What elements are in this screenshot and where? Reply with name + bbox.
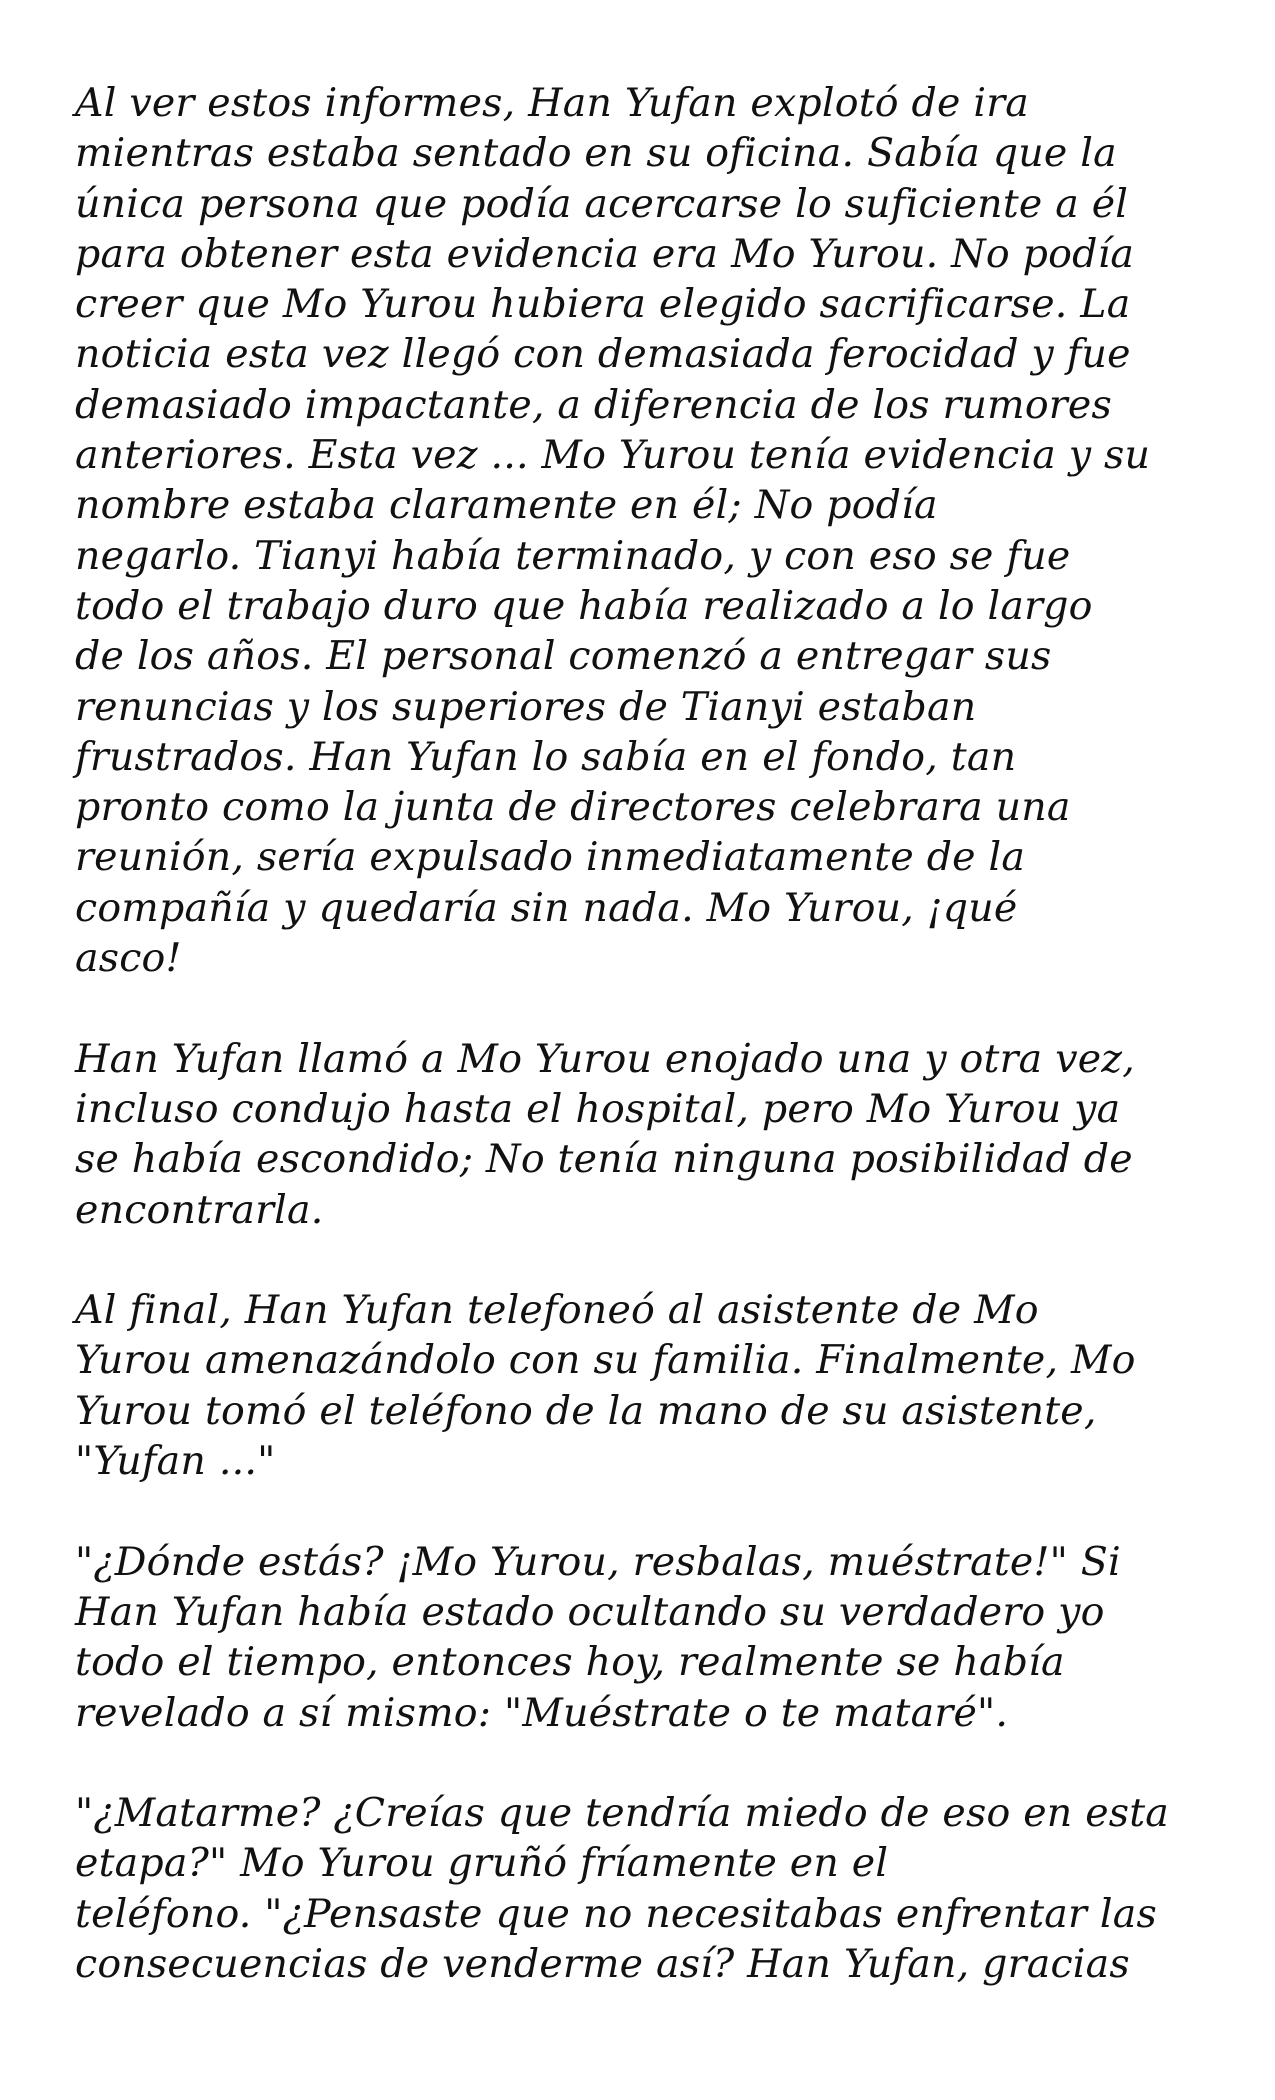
text-line: "¿Matarme? ¿Creías que tendría miedo de eso en esta — [75, 1790, 1170, 1837]
text-line: Yurou tomó el teléfono de la mano de su asistente, — [75, 1387, 1097, 1434]
text-line: consecuencias de venderme así? Han Yufan, gracias — [75, 1940, 1130, 1987]
text-line: mientras estaba sentado en su oficina. Sabía que la — [75, 130, 1117, 177]
text-line: etapa?" Mo Yurou gruñó fríamente en el — [75, 1840, 889, 1887]
text-line: para obtener esta evidencia era Mo Yurou. No podía — [75, 230, 1135, 277]
text-line: "Yufan ..." — [75, 1438, 276, 1485]
paragraph-spacer — [75, 1738, 1215, 1788]
text-line: reunión, sería expulsado inmediatamente de la — [75, 834, 1026, 881]
text-line: renuncias y los superiores de Tianyi estaban — [75, 683, 977, 730]
text-line: se había escondido; No tenía ninguna posibilidad de — [75, 1136, 1133, 1183]
text-line: Han Yufan había estado ocultando su verdadero yo — [75, 1588, 1105, 1635]
text-line: negarlo. Tianyi había terminado, y con eso se fue — [75, 532, 1071, 579]
text-line: compañía y quedaría sin nada. Mo Yurou, ¡qué — [75, 884, 1018, 931]
text-line: creer que Mo Yurou hubiera elegido sacrificarse. La — [75, 281, 1131, 328]
text-line: única persona que podía acercarse lo suficiente a él — [75, 180, 1129, 227]
text-line: pronto como la junta de directores celebrara una — [75, 784, 1071, 831]
paragraph-5 — [75, 1788, 1215, 1989]
paragraph-1 — [75, 78, 1215, 983]
text-line: anteriores. Esta vez ... Mo Yurou tenía evidencia y su — [75, 432, 1151, 479]
text-line: Han Yufan llamó a Mo Yurou enojado una y otra vez, — [75, 1035, 1136, 1082]
text-line: de los años. El personal comenzó a entregar sus — [75, 633, 1052, 680]
text-line: todo el trabajo duro que había realizado a lo largo — [75, 582, 1093, 629]
paragraph-4 — [75, 1537, 1215, 1738]
text-line: frustrados. Han Yufan lo sabía en el fondo, tan — [75, 733, 1017, 780]
paragraph-3 — [75, 1285, 1215, 1486]
text-line: revelado a sí mismo: "Muéstrate o te mataré". — [75, 1689, 1009, 1736]
text-line: Al final, Han Yufan telefoneó al asistente de Mo — [75, 1287, 1039, 1334]
text-line: nombre estaba claramente en él; No podía — [75, 482, 938, 529]
text-line: Yurou amenazándolo con su familia. Finalmente, Mo — [75, 1337, 1136, 1384]
text-line: asco! — [75, 935, 182, 982]
paragraph-spacer — [75, 983, 1215, 1033]
paragraph-spacer — [75, 1235, 1215, 1285]
text-line: teléfono. "¿Pensaste que no necesitabas enfrentar las — [75, 1890, 1157, 1937]
text-line: "¿Dónde estás? ¡Mo Yurou, resbalas, muéstrate!" Si — [75, 1538, 1121, 1585]
text-line: encontrarla. — [75, 1186, 324, 1233]
text-line: noticia esta vez llegó con demasiada ferocidad y fue — [75, 331, 1131, 378]
text-line: demasiado impactante, a diferencia de los rumores — [75, 381, 1112, 428]
text-line: todo el tiempo, entonces hoy, realmente se había — [75, 1639, 1065, 1686]
paragraph-spacer — [75, 1486, 1215, 1536]
document-text — [75, 78, 1215, 1989]
paragraph-2 — [75, 1034, 1215, 1235]
text-line: incluso condujo hasta el hospital, pero Mo Yurou ya — [75, 1085, 1121, 1132]
text-line: Al ver estos informes, Han Yufan explotó de ira — [75, 80, 1030, 126]
